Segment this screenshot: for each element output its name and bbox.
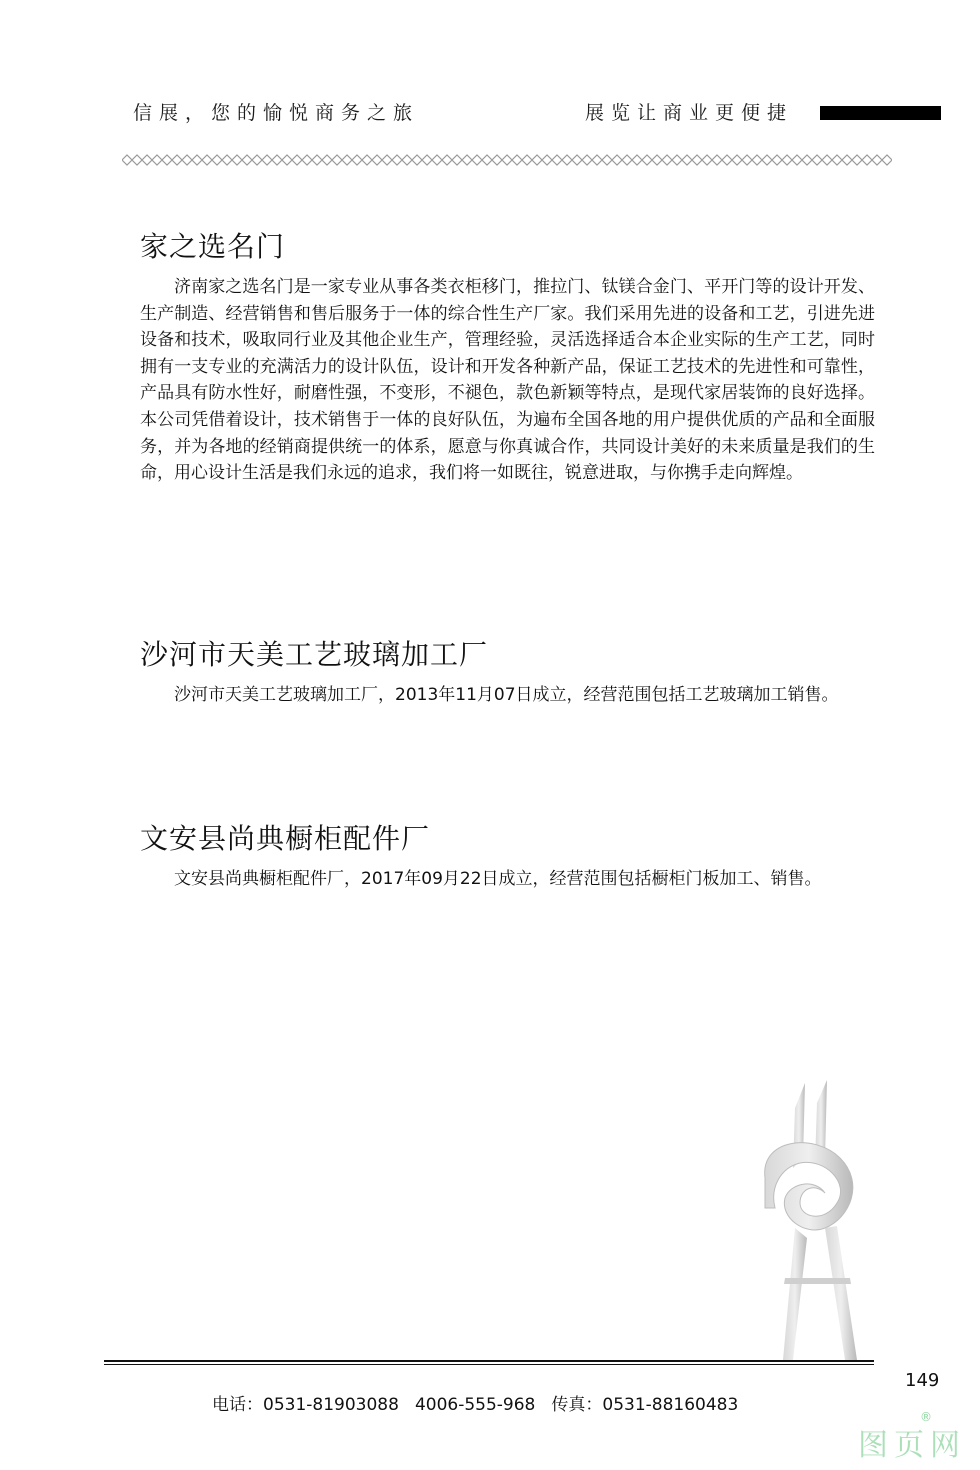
registered-mark: ® <box>920 1410 932 1424</box>
company-title: 沙河市天美工艺玻璃加工厂 <box>140 638 489 671</box>
decorative-wave-divider <box>122 153 892 167</box>
hotline-number: 4006-555-968 <box>414 1395 536 1415</box>
sculpture-illustration <box>755 1078 875 1360</box>
company-section <box>140 638 875 709</box>
company-title: 家之选名门 <box>140 230 286 263</box>
contact-info <box>212 1390 754 1415</box>
footer-rule <box>104 1364 874 1365</box>
company-section <box>140 230 875 487</box>
phone-number: 电话：0531-81903088 <box>212 1395 399 1415</box>
fax-number: 传真：0531-88160483 <box>551 1395 739 1415</box>
company-title: 文安县尚典橱柜配件厂 <box>140 822 431 855</box>
company-description: 济南家之选名门是一家专业从事各类衣柜移门，推拉门、钛镁合金门、平开门等的设计开发、生产制造、经营销售和售后服务于一体的综合性生产厂家。我们采用先进的设备和工艺，引进先进设备和技术，吸取同行业及其他企业生产，管理经验，灵活选择适合本企业实际的生产工艺，同时拥有一支专业的充满活力的设计队伍，设计和开发各种新产品，保证工艺技术的先进性和可靠性，产品具有防水性好，耐磨性强，不变形，不褪色，款色新颖等特点，是现代家居装饰的良好选择。本公司凭借着设计，技术销售于一体的良好队伍，为遍布全国各地的用户提供优质的产品和全面服务，并为各地的经销商提供统一的体系，愿意与你真诚合作，共同设计美好的未来质量是我们的生命，用心设计生活是我们永远的追求，我们将一如既往，锐意进取，与你携手走向辉煌。 <box>140 277 875 484</box>
watermark-logo: 图页网 <box>858 1428 966 1463</box>
header-slogan-left: 信展，您的愉悦商务之旅 <box>133 102 420 124</box>
company-description: 文安县尚典橱柜配件厂，2017年09月22日成立，经营范围包括橱柜门板加工、销售。 <box>174 869 822 889</box>
company-section <box>140 822 875 893</box>
company-description: 沙河市天美工艺玻璃加工厂，2013年11月07日成立，经营范围包括工艺玻璃加工销售。 <box>174 685 839 705</box>
header-slogan-right: 展览让商业更便捷 <box>585 102 794 124</box>
page-number: 149 <box>905 1370 940 1391</box>
header-black-bar <box>820 106 941 120</box>
footer-rule <box>104 1360 874 1362</box>
